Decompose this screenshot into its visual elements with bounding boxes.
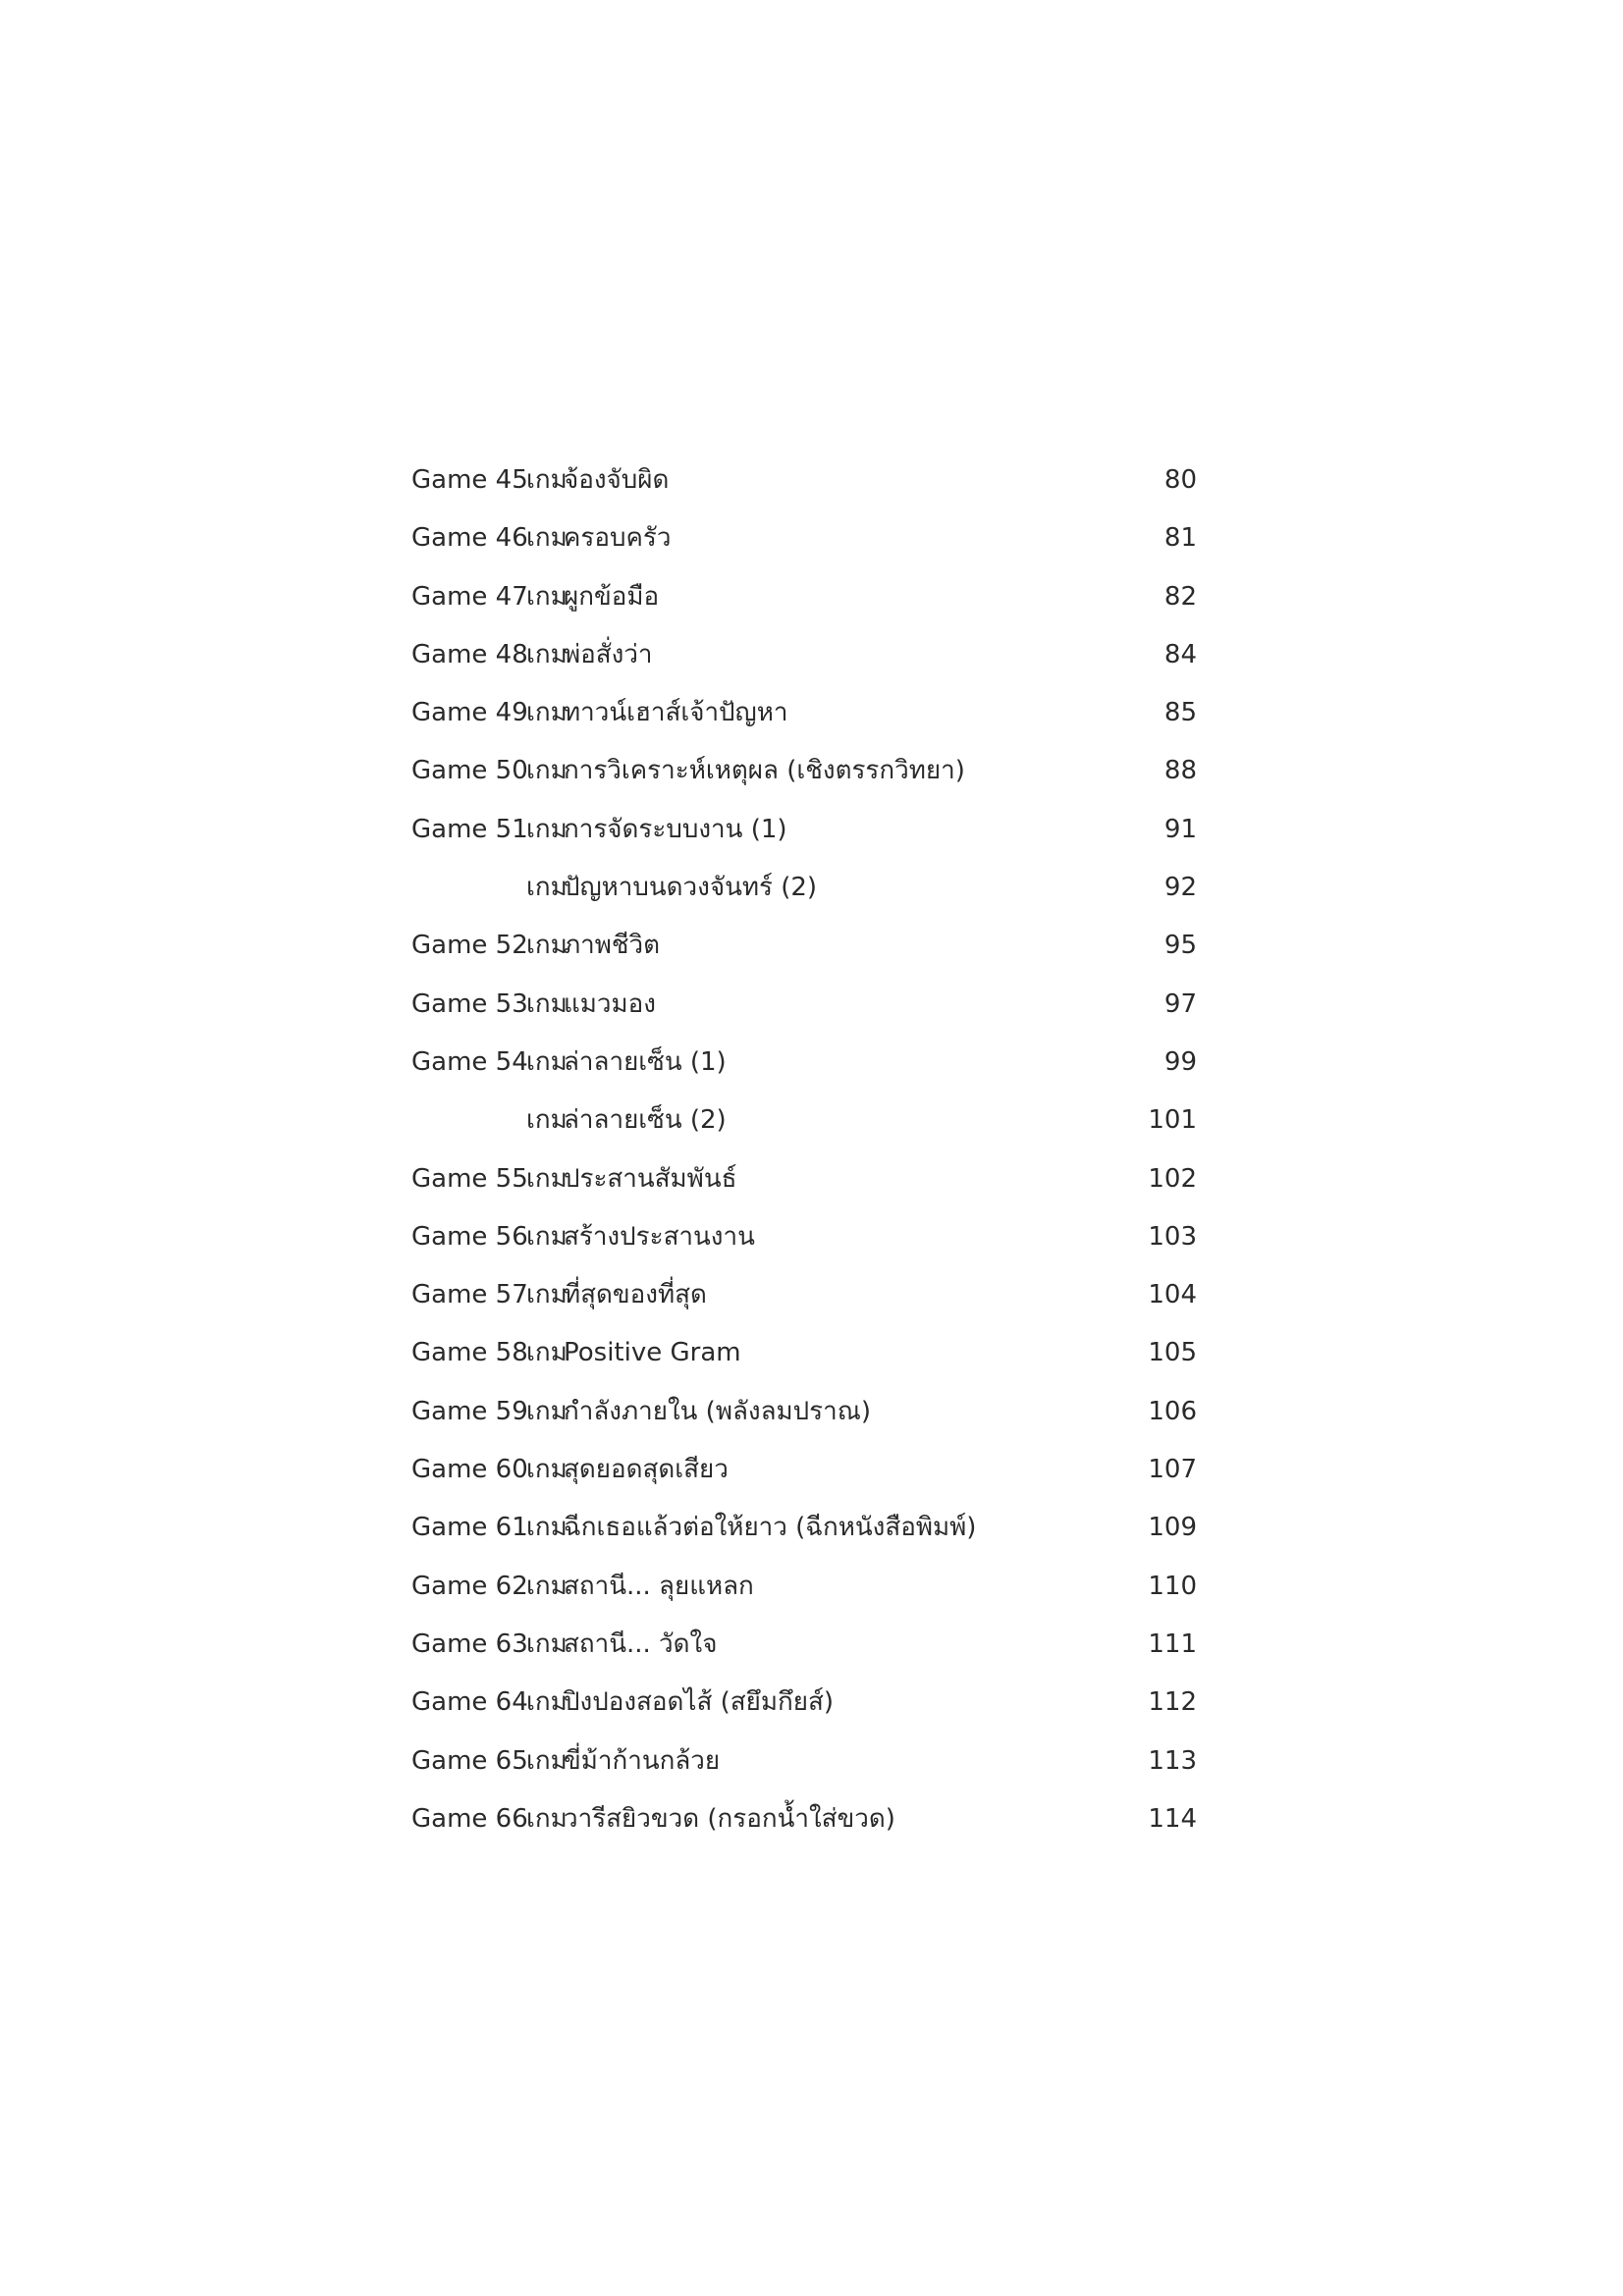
toc-page-number: 114 bbox=[1148, 1803, 1197, 1834]
toc-game-number: Game 58 bbox=[411, 1338, 528, 1368]
toc-entry[interactable] bbox=[411, 810, 1197, 868]
toc-page-number: 103 bbox=[1148, 1221, 1197, 1252]
toc-page-number: 82 bbox=[1163, 581, 1197, 612]
toc-entry-title: การวิเคราะห์เหตุผล (เชิงตรรกวิทยา) bbox=[564, 756, 965, 786]
toc-game-label: เกม bbox=[526, 1745, 568, 1776]
toc-page-number: 81 bbox=[1163, 523, 1197, 554]
toc-entry-title: Positive Gram bbox=[564, 1338, 741, 1368]
toc-game-label: เกม bbox=[526, 1163, 568, 1194]
toc-entry[interactable] bbox=[411, 751, 1197, 809]
toc-page-number: 104 bbox=[1148, 1280, 1197, 1310]
toc-page-number: 97 bbox=[1163, 988, 1197, 1019]
toc-entry[interactable] bbox=[411, 1508, 1197, 1566]
toc-game-label: เกม bbox=[526, 988, 568, 1019]
toc-entry[interactable] bbox=[411, 1799, 1197, 1857]
toc-entry[interactable] bbox=[411, 518, 1197, 576]
toc-entry[interactable] bbox=[411, 985, 1197, 1042]
toc-entry-title: สถานี... วัดใจ bbox=[564, 1629, 718, 1659]
toc-game-label: เกม bbox=[526, 931, 568, 961]
toc-entry[interactable] bbox=[411, 1682, 1197, 1740]
toc-entry-title: ทาวน์เฮาส์เจ้าปัญหา bbox=[564, 698, 788, 728]
toc-entry[interactable] bbox=[411, 1392, 1197, 1450]
toc-game-number: Game 65 bbox=[411, 1745, 528, 1776]
toc-game-number: Game 47 bbox=[411, 581, 528, 612]
toc-game-label: เกม bbox=[526, 1046, 568, 1077]
toc-entry-title: ฉีกเธอแล้วต่อให้ยาว (ฉีกหนังสือพิมพ์) bbox=[564, 1513, 977, 1543]
toc-game-number: Game 62 bbox=[411, 1571, 528, 1601]
toc-page-number: 92 bbox=[1163, 873, 1197, 903]
toc-entry[interactable] bbox=[411, 460, 1197, 518]
toc-entry-title: การจัดระบบงาน (1) bbox=[564, 814, 787, 844]
toc-game-label: เกม bbox=[526, 523, 568, 554]
toc-game-label: เกม bbox=[526, 1221, 568, 1252]
toc-entry-title: สุดยอดสุดเสียว bbox=[564, 1455, 729, 1485]
toc-game-number: Game 53 bbox=[411, 988, 528, 1019]
toc-entry-title: ภาพชีวิต bbox=[564, 931, 661, 961]
toc-entry-title: กำลังภายใน (พลังลมปราณ) bbox=[564, 1396, 871, 1426]
toc-game-number: Game 59 bbox=[411, 1396, 528, 1426]
toc-game-label: เกม bbox=[526, 1338, 568, 1368]
toc-entry-title: ประสานสัมพันธ์ bbox=[564, 1163, 737, 1194]
toc-entry-title: จ้องจับผิด bbox=[564, 465, 670, 495]
toc-page-number: 80 bbox=[1163, 465, 1197, 495]
toc-entry-title: ครอบครัว bbox=[564, 523, 672, 554]
toc-game-label: เกม bbox=[526, 1455, 568, 1485]
toc-entry[interactable] bbox=[411, 1741, 1197, 1799]
toc-entry-title: พ่อสั่งว่า bbox=[564, 639, 653, 669]
toc-game-label: เกม bbox=[526, 1513, 568, 1543]
toc-entry[interactable] bbox=[411, 926, 1197, 984]
toc-page-number: 95 bbox=[1163, 931, 1197, 961]
toc-entry[interactable] bbox=[411, 1567, 1197, 1625]
toc-game-label: เกม bbox=[526, 1629, 568, 1659]
toc-game-label: เกม bbox=[526, 814, 568, 844]
toc-page-number: 84 bbox=[1163, 639, 1197, 669]
toc-entry-title: สร้างประสานงาน bbox=[564, 1221, 755, 1252]
toc-page-number: 110 bbox=[1148, 1571, 1197, 1601]
toc-game-number: Game 45 bbox=[411, 465, 528, 495]
toc-page-number: 111 bbox=[1148, 1629, 1197, 1659]
toc-game-label: เกม bbox=[526, 581, 568, 612]
toc-entry[interactable] bbox=[411, 577, 1197, 635]
toc-page-number: 109 bbox=[1148, 1513, 1197, 1543]
toc-game-label: เกม bbox=[526, 1687, 568, 1718]
toc-page-number: 101 bbox=[1148, 1105, 1197, 1136]
toc-game-number: Game 51 bbox=[411, 814, 528, 844]
toc-game-number: Game 61 bbox=[411, 1513, 528, 1543]
toc-page-number: 91 bbox=[1163, 814, 1197, 844]
toc-entry[interactable] bbox=[411, 1333, 1197, 1391]
toc-entry[interactable] bbox=[411, 1042, 1197, 1100]
toc-entry-title: ที่สุดของที่สุด bbox=[564, 1280, 707, 1310]
toc-entry-title: ผูกข้อมือ bbox=[564, 581, 660, 612]
toc-entry-title: ขี่ม้าก้านกล้วย bbox=[564, 1745, 721, 1776]
toc-game-number: Game 66 bbox=[411, 1803, 528, 1834]
toc-entry[interactable] bbox=[411, 868, 1197, 926]
toc-entry-title: ล่าลายเซ็น (1) bbox=[564, 1046, 727, 1077]
toc-game-number: Game 64 bbox=[411, 1687, 528, 1718]
toc-page-number: 112 bbox=[1148, 1687, 1197, 1718]
toc-entry[interactable] bbox=[411, 1217, 1197, 1275]
toc-entry-title: ปัญหาบนดวงจันทร์ (2) bbox=[564, 873, 818, 903]
toc-game-number: Game 57 bbox=[411, 1280, 528, 1310]
toc-game-label: เกม bbox=[526, 639, 568, 669]
toc-game-number: Game 50 bbox=[411, 756, 528, 786]
toc-page-number: 88 bbox=[1163, 756, 1197, 786]
toc-game-label: เกม bbox=[526, 1105, 568, 1136]
toc-game-label: เกม bbox=[526, 465, 568, 495]
toc-game-label: เกม bbox=[526, 756, 568, 786]
toc-game-label: เกม bbox=[526, 698, 568, 728]
toc-entry[interactable] bbox=[411, 693, 1197, 751]
toc-page-number: 85 bbox=[1163, 698, 1197, 728]
toc-page-number: 105 bbox=[1148, 1338, 1197, 1368]
toc-game-label: เกม bbox=[526, 1396, 568, 1426]
toc-game-number: Game 55 bbox=[411, 1163, 528, 1194]
toc-entry[interactable] bbox=[411, 1275, 1197, 1333]
toc-entry-title: วารีสยิวขวด (กรอกน้ำใส่ขวด) bbox=[564, 1803, 895, 1834]
toc-page-number: 106 bbox=[1148, 1396, 1197, 1426]
toc-entry[interactable] bbox=[411, 1625, 1197, 1682]
toc-game-number: Game 60 bbox=[411, 1455, 528, 1485]
toc-entry[interactable] bbox=[411, 1100, 1197, 1158]
toc-page-number: 102 bbox=[1148, 1163, 1197, 1194]
toc-game-number: Game 49 bbox=[411, 698, 528, 728]
toc-entry-title: ปิงปองสอดไส้ (สยึมกึยส์) bbox=[564, 1687, 834, 1718]
toc-entry-title: สถานี... ลุยแหลก bbox=[564, 1571, 754, 1601]
toc-page-number: 113 bbox=[1148, 1745, 1197, 1776]
toc-game-number: Game 63 bbox=[411, 1629, 528, 1659]
toc-entry[interactable] bbox=[411, 1450, 1197, 1508]
toc-game-label: เกม bbox=[526, 1803, 568, 1834]
toc-game-label: เกม bbox=[526, 1571, 568, 1601]
table-of-contents bbox=[411, 460, 1197, 1857]
toc-entry[interactable] bbox=[411, 635, 1197, 693]
toc-game-number: Game 56 bbox=[411, 1221, 528, 1252]
toc-game-label: เกม bbox=[526, 1280, 568, 1310]
toc-game-number: Game 48 bbox=[411, 639, 528, 669]
toc-entry[interactable] bbox=[411, 1159, 1197, 1217]
toc-game-number: Game 46 bbox=[411, 523, 528, 554]
toc-page-number: 107 bbox=[1148, 1455, 1197, 1485]
toc-game-number: Game 52 bbox=[411, 931, 528, 961]
toc-game-label: เกม bbox=[526, 873, 568, 903]
toc-game-number: Game 54 bbox=[411, 1046, 528, 1077]
toc-entry-title: ล่าลายเซ็น (2) bbox=[564, 1105, 727, 1136]
toc-entry-title: แมวมอง bbox=[564, 988, 656, 1019]
toc-page-number: 99 bbox=[1163, 1046, 1197, 1077]
